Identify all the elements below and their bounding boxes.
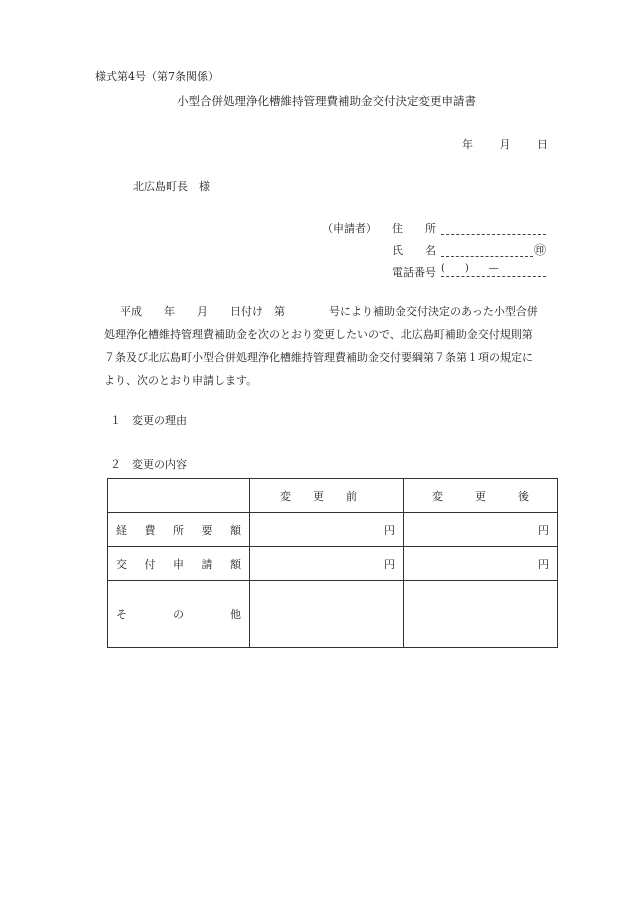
document-title: 小型合併処理浄化槽維持管理費補助金交付決定変更申請書: [177, 94, 476, 108]
table-row: [108, 581, 558, 648]
label-char: 申: [173, 557, 184, 571]
cost-before-cell[interactable]: 円: [250, 513, 404, 547]
table-row: [108, 513, 558, 547]
other-after-cell[interactable]: [404, 581, 558, 648]
label-char: の: [173, 608, 184, 621]
other-before-cell[interactable]: [250, 581, 404, 648]
form-number: 様式第4号（第7条関係）: [95, 70, 219, 83]
body-paragraph: [104, 300, 560, 392]
section-reason: １ 変更の理由: [110, 414, 187, 427]
cost-after-cell[interactable]: 円: [404, 513, 558, 547]
phone-label: 電話番号: [392, 266, 436, 279]
header-blank: [108, 479, 250, 513]
label-char: 費: [144, 523, 156, 537]
section-content: ２ 変更の内容: [110, 458, 187, 471]
date-line: [462, 136, 548, 152]
date-day: 日: [537, 138, 548, 151]
label-char: 経: [116, 523, 127, 537]
name-field[interactable]: [441, 243, 533, 257]
row-label: [108, 581, 250, 648]
label-char: そ: [116, 608, 127, 621]
grant-before-cell[interactable]: 円: [250, 547, 404, 581]
address-field[interactable]: [441, 221, 546, 235]
table-header-row: [108, 479, 558, 513]
body-line: ７条及び北広島町小型合併処理浄化槽維持管理費補助金交付要綱第７条第１項の規定に: [104, 351, 533, 364]
applicant-label: （申請者）: [322, 222, 377, 235]
header-char: 更: [313, 489, 324, 503]
body-line: 処理浄化槽維持管理費補助金を次のとおり変更したいので、北広島町補助金交付規則第: [104, 328, 533, 341]
phone-field[interactable]: ( ) —: [441, 262, 546, 277]
label-char: 他: [230, 608, 241, 621]
label-char: 交: [116, 557, 127, 571]
row-label: [108, 547, 250, 581]
label-char: 額: [230, 557, 241, 571]
seal-mark: ㊞: [534, 243, 547, 257]
label-char: 付: [144, 557, 156, 571]
change-table: [107, 478, 558, 648]
name-label: 氏 名: [392, 244, 436, 257]
header-char: 前: [346, 489, 357, 503]
header-char: 変: [280, 489, 291, 503]
row-label: [108, 513, 250, 547]
body-line: より、次のとおり申請します。: [104, 374, 258, 387]
header-char: 後: [518, 489, 529, 503]
header-after: [404, 479, 558, 513]
grant-after-cell[interactable]: 円: [404, 547, 558, 581]
body-line: 平成 年 月 日付け 第 号により補助金交付決定のあった小型合併: [120, 305, 538, 318]
header-char: 更: [475, 489, 486, 503]
addressee: 北広島町長 様: [133, 180, 210, 193]
label-char: 所: [173, 523, 184, 537]
address-label: 住 所: [392, 222, 436, 235]
label-char: 要: [201, 523, 213, 537]
date-year: 年: [462, 138, 473, 151]
table-row: [108, 547, 558, 581]
header-before: [250, 479, 404, 513]
label-char: 請: [201, 557, 213, 571]
label-char: 額: [230, 523, 241, 537]
header-char: 変: [432, 489, 443, 503]
date-month: 月: [499, 138, 511, 151]
